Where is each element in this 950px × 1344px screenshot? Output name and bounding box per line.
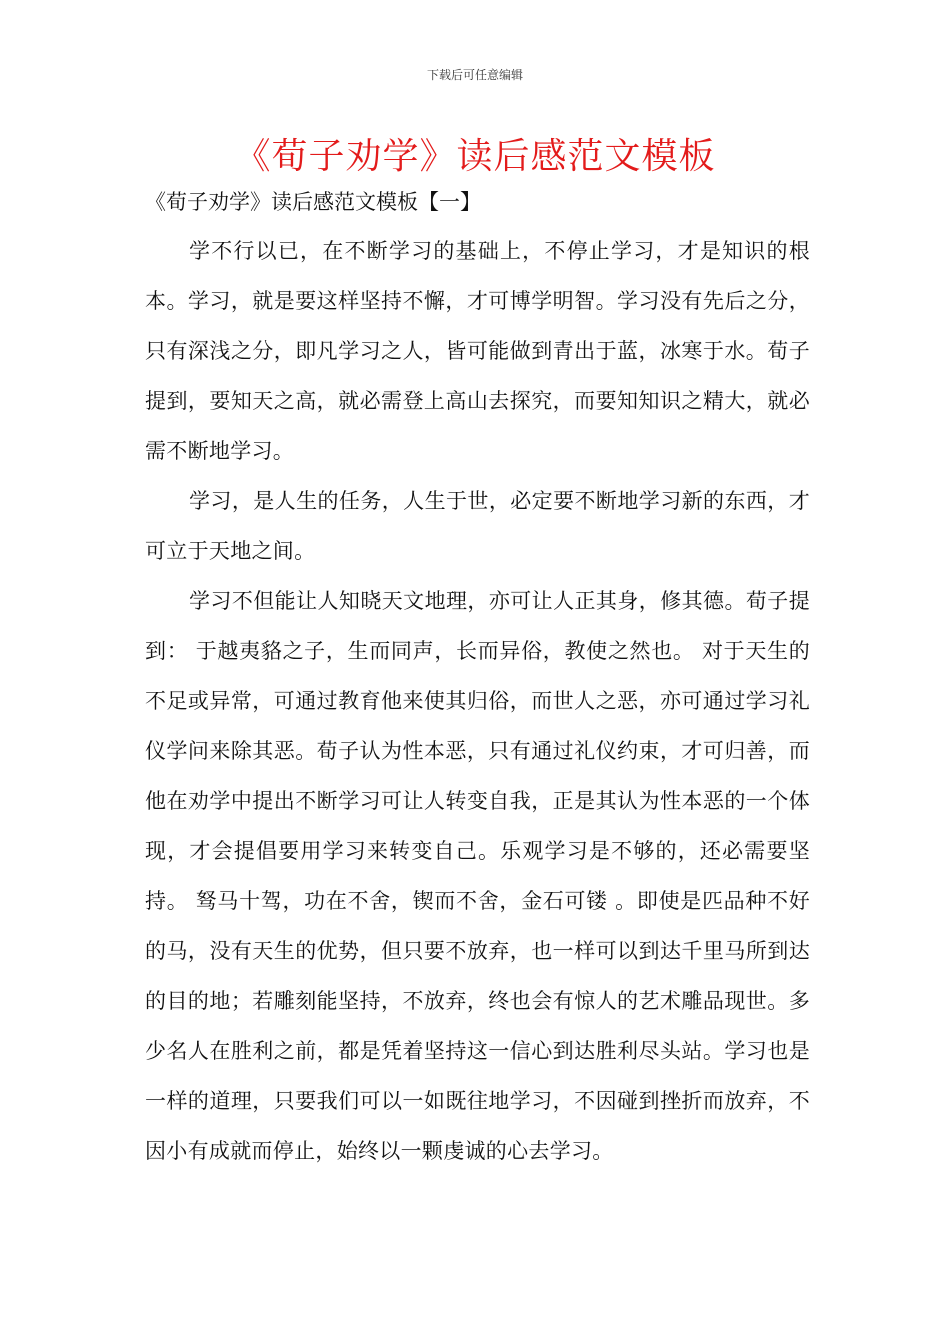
header-note: 下载后可任意编辑 <box>426 68 523 82</box>
paragraph: 学不行以已，在不断学习的基础上，不停止学习，才是知识的根本。学习，就是要这样坚持不懈，才可博学明智。学习没有先后之分，只有深浅之分，即凡学习之人，皆可能做到青出于蓝，冰寒于水。荀子提到，要知天之高，就必需登上高山去探究，而要知知识之精大，就必需不断地学习。 <box>145 239 810 463</box>
paragraph: 学习不但能让人知晓天文地理，亦可让人正其身，修其德。荀子提到： 于越夷貉之子，生而同声，长而异俗，教使之然也。 对于天生的不足或异常，可通过教育他来使其归俗，而世人之恶，亦可通过学习礼仪学问来除其恶。荀子认为性本恶，只有通过礼仪约束，才可归善，而他在劝学中提出不断学习可让人转变自我，正是其认为性本恶的一个体现，才会提倡要用学习来转变自己。乐观学习是不够的，还必需要坚持。 驽马十驾，功在不舍，锲而不舍，金石可镂 。即使是匹品种不好的马，没有天生的优势，但只要不放弃，也一样可以到达千里马所到达的目的地；若雕刻能坚持，不放弃，终也会有惊人的艺术雕品现世。多少名人在胜利之前，都是凭着坚持这一信心到达胜利尽头站。学习也是一样的道理，只要我们可以一如既往地学习，不因碰到挫折而放弃，不因小有成就而停止，始终以一颗虔诚的心去学习。 <box>145 589 810 1163</box>
section-heading: 《荀子劝学》读后感范文模板【一】 <box>145 190 481 214</box>
document-title: 《荀子劝学》读后感范文模板 <box>234 136 716 177</box>
body-text <box>145 226 810 1176</box>
paragraph: 学习，是人生的任务，人生于世，必定要不断地学习新的东西，才可立于天地之间。 <box>145 489 810 563</box>
